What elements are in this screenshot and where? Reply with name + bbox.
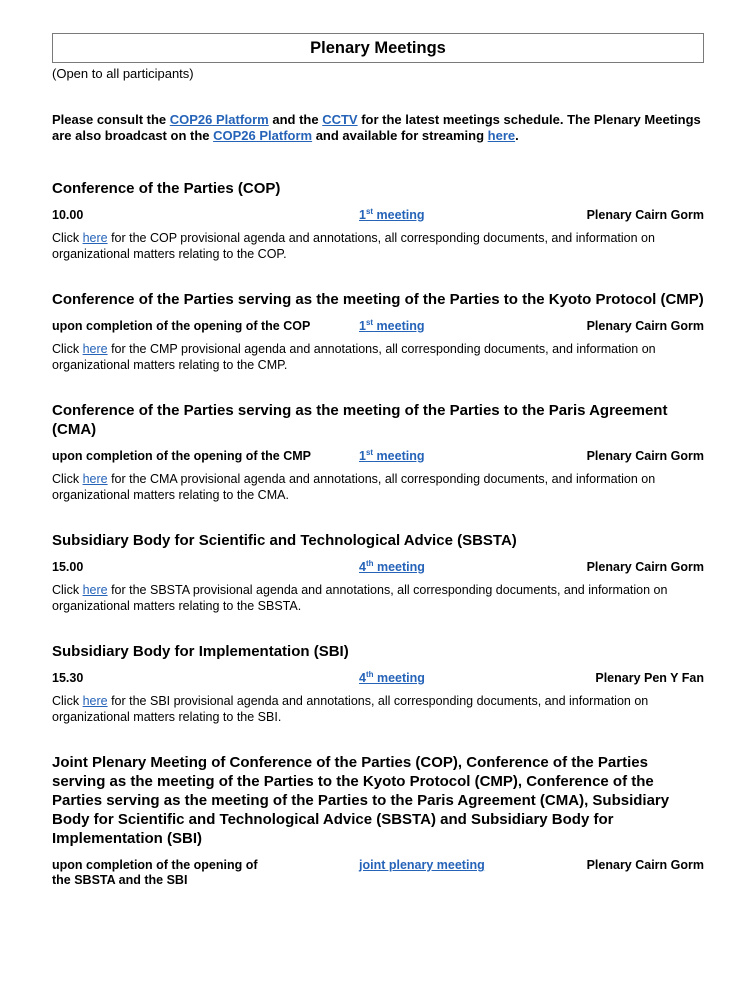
intro-paragraph (52, 112, 704, 143)
meeting-link[interactable]: 1st meeting (359, 317, 425, 333)
agenda-here-link[interactable]: here (82, 694, 108, 708)
meeting-link[interactable]: 1st meeting (359, 447, 425, 463)
agenda-here-link[interactable]: here (82, 583, 108, 597)
section-title: Conference of the Parties (COP) (52, 180, 281, 197)
section-description: Click here for the SBSTA provisional agenda and annotations, all corresponding documents, and information on organizational matters relating to the SBSTA. (52, 583, 668, 613)
section-sbi (52, 642, 704, 725)
meeting-time: 10.00 (52, 208, 84, 222)
meeting-location: Plenary Cairn Gorm (586, 449, 704, 463)
meeting-info-row (52, 208, 704, 223)
section-title: Joint Plenary Meeting of Conference of the Parties (COP), Conference of the Parties serving as the meeting of the Parties to the Kyoto Protocol (CMP), Conference of the Parties serving as the meeting of the Parties to the Paris Agreement (CMA), Subsidiary Body for Scientific and Technological Advice (SBSTA) and Subsidiary Body for Implementation (SBI) (52, 754, 670, 847)
page-title-box (52, 33, 704, 63)
meeting-time: upon completion of the opening of the SBSTA and the SBI (52, 858, 258, 887)
section-description: Click here for the CMA provisional agenda and annotations, all corresponding documents, and information on organizational matters relating to the CMA. (52, 472, 656, 502)
section-title: Subsidiary Body for Implementation (SBI) (52, 643, 349, 660)
intro-text-3: for the latest meetings schedule. The Plenary Meetings are also broadcast on the (52, 112, 701, 143)
meeting-link[interactable]: 4th meeting (359, 558, 425, 574)
meeting-info-row (52, 858, 704, 888)
cctv-link[interactable]: CCTV (322, 112, 358, 127)
section-joint-plenary (52, 753, 704, 888)
section-description: Click here for the CMP provisional agenda and annotations, all corresponding documents, and information on organizational matters relating to the CMP. (52, 342, 656, 372)
meeting-location: Plenary Pen Y Fan (595, 671, 704, 685)
joint-meeting-link[interactable]: joint plenary meeting (359, 858, 485, 872)
section-cma (52, 401, 704, 503)
meeting-time: 15.30 (52, 671, 84, 685)
meeting-time: upon completion of the opening of the COP (52, 319, 311, 333)
section-cop (52, 179, 704, 262)
meeting-location: Plenary Cairn Gorm (586, 208, 704, 222)
meeting-time: upon completion of the opening of the CMP (52, 449, 311, 463)
meeting-location: Plenary Cairn Gorm (586, 560, 704, 574)
section-sbsta (52, 531, 704, 614)
section-title: Subsidiary Body for Scientific and Technological Advice (SBSTA) (52, 532, 517, 549)
agenda-here-link[interactable]: here (82, 231, 108, 245)
meeting-time: 15.00 (52, 560, 84, 574)
document-page (52, 33, 704, 888)
cop26-platform-broadcast-link[interactable]: COP26 Platform (213, 127, 313, 143)
meeting-link[interactable]: 4th meeting (359, 669, 425, 685)
intro-text-1: Please consult the (52, 112, 170, 127)
meeting-info-row (52, 449, 704, 464)
page-title: Plenary Meetings (310, 38, 446, 57)
meeting-link[interactable]: 1st meeting (359, 206, 425, 222)
section-description: Click here for the SBI provisional agenda and annotations, all corresponding documents, and information on organizational matters relating to the SBI. (52, 694, 649, 724)
section-title: Conference of the Parties serving as the meeting of the Parties to the Kyoto Protocol (CMP) (52, 291, 704, 308)
streaming-here-link[interactable]: here (487, 127, 516, 143)
meeting-location: Plenary Cairn Gorm (586, 858, 704, 872)
meeting-location: Plenary Cairn Gorm (586, 319, 704, 333)
section-description: Click here for the COP provisional agenda and annotations, all corresponding documents, and information on organizational matters relating to the COP. (52, 231, 655, 261)
page-subtitle: (Open to all participants) (52, 66, 194, 81)
intro-text-5: . (515, 127, 519, 143)
section-cmp (52, 290, 704, 373)
meeting-info-row (52, 671, 704, 686)
intro-text-2: and the (268, 112, 323, 127)
meeting-info-row (52, 319, 704, 334)
meeting-info-row (52, 560, 704, 575)
intro-text-4: and available for streaming (312, 127, 488, 143)
section-title: Conference of the Parties serving as the meeting of the Parties to the Paris Agreement (CMA) (52, 402, 668, 438)
agenda-here-link[interactable]: here (82, 342, 108, 356)
agenda-here-link[interactable]: here (82, 472, 108, 486)
cop26-platform-link[interactable]: COP26 Platform (169, 112, 269, 127)
